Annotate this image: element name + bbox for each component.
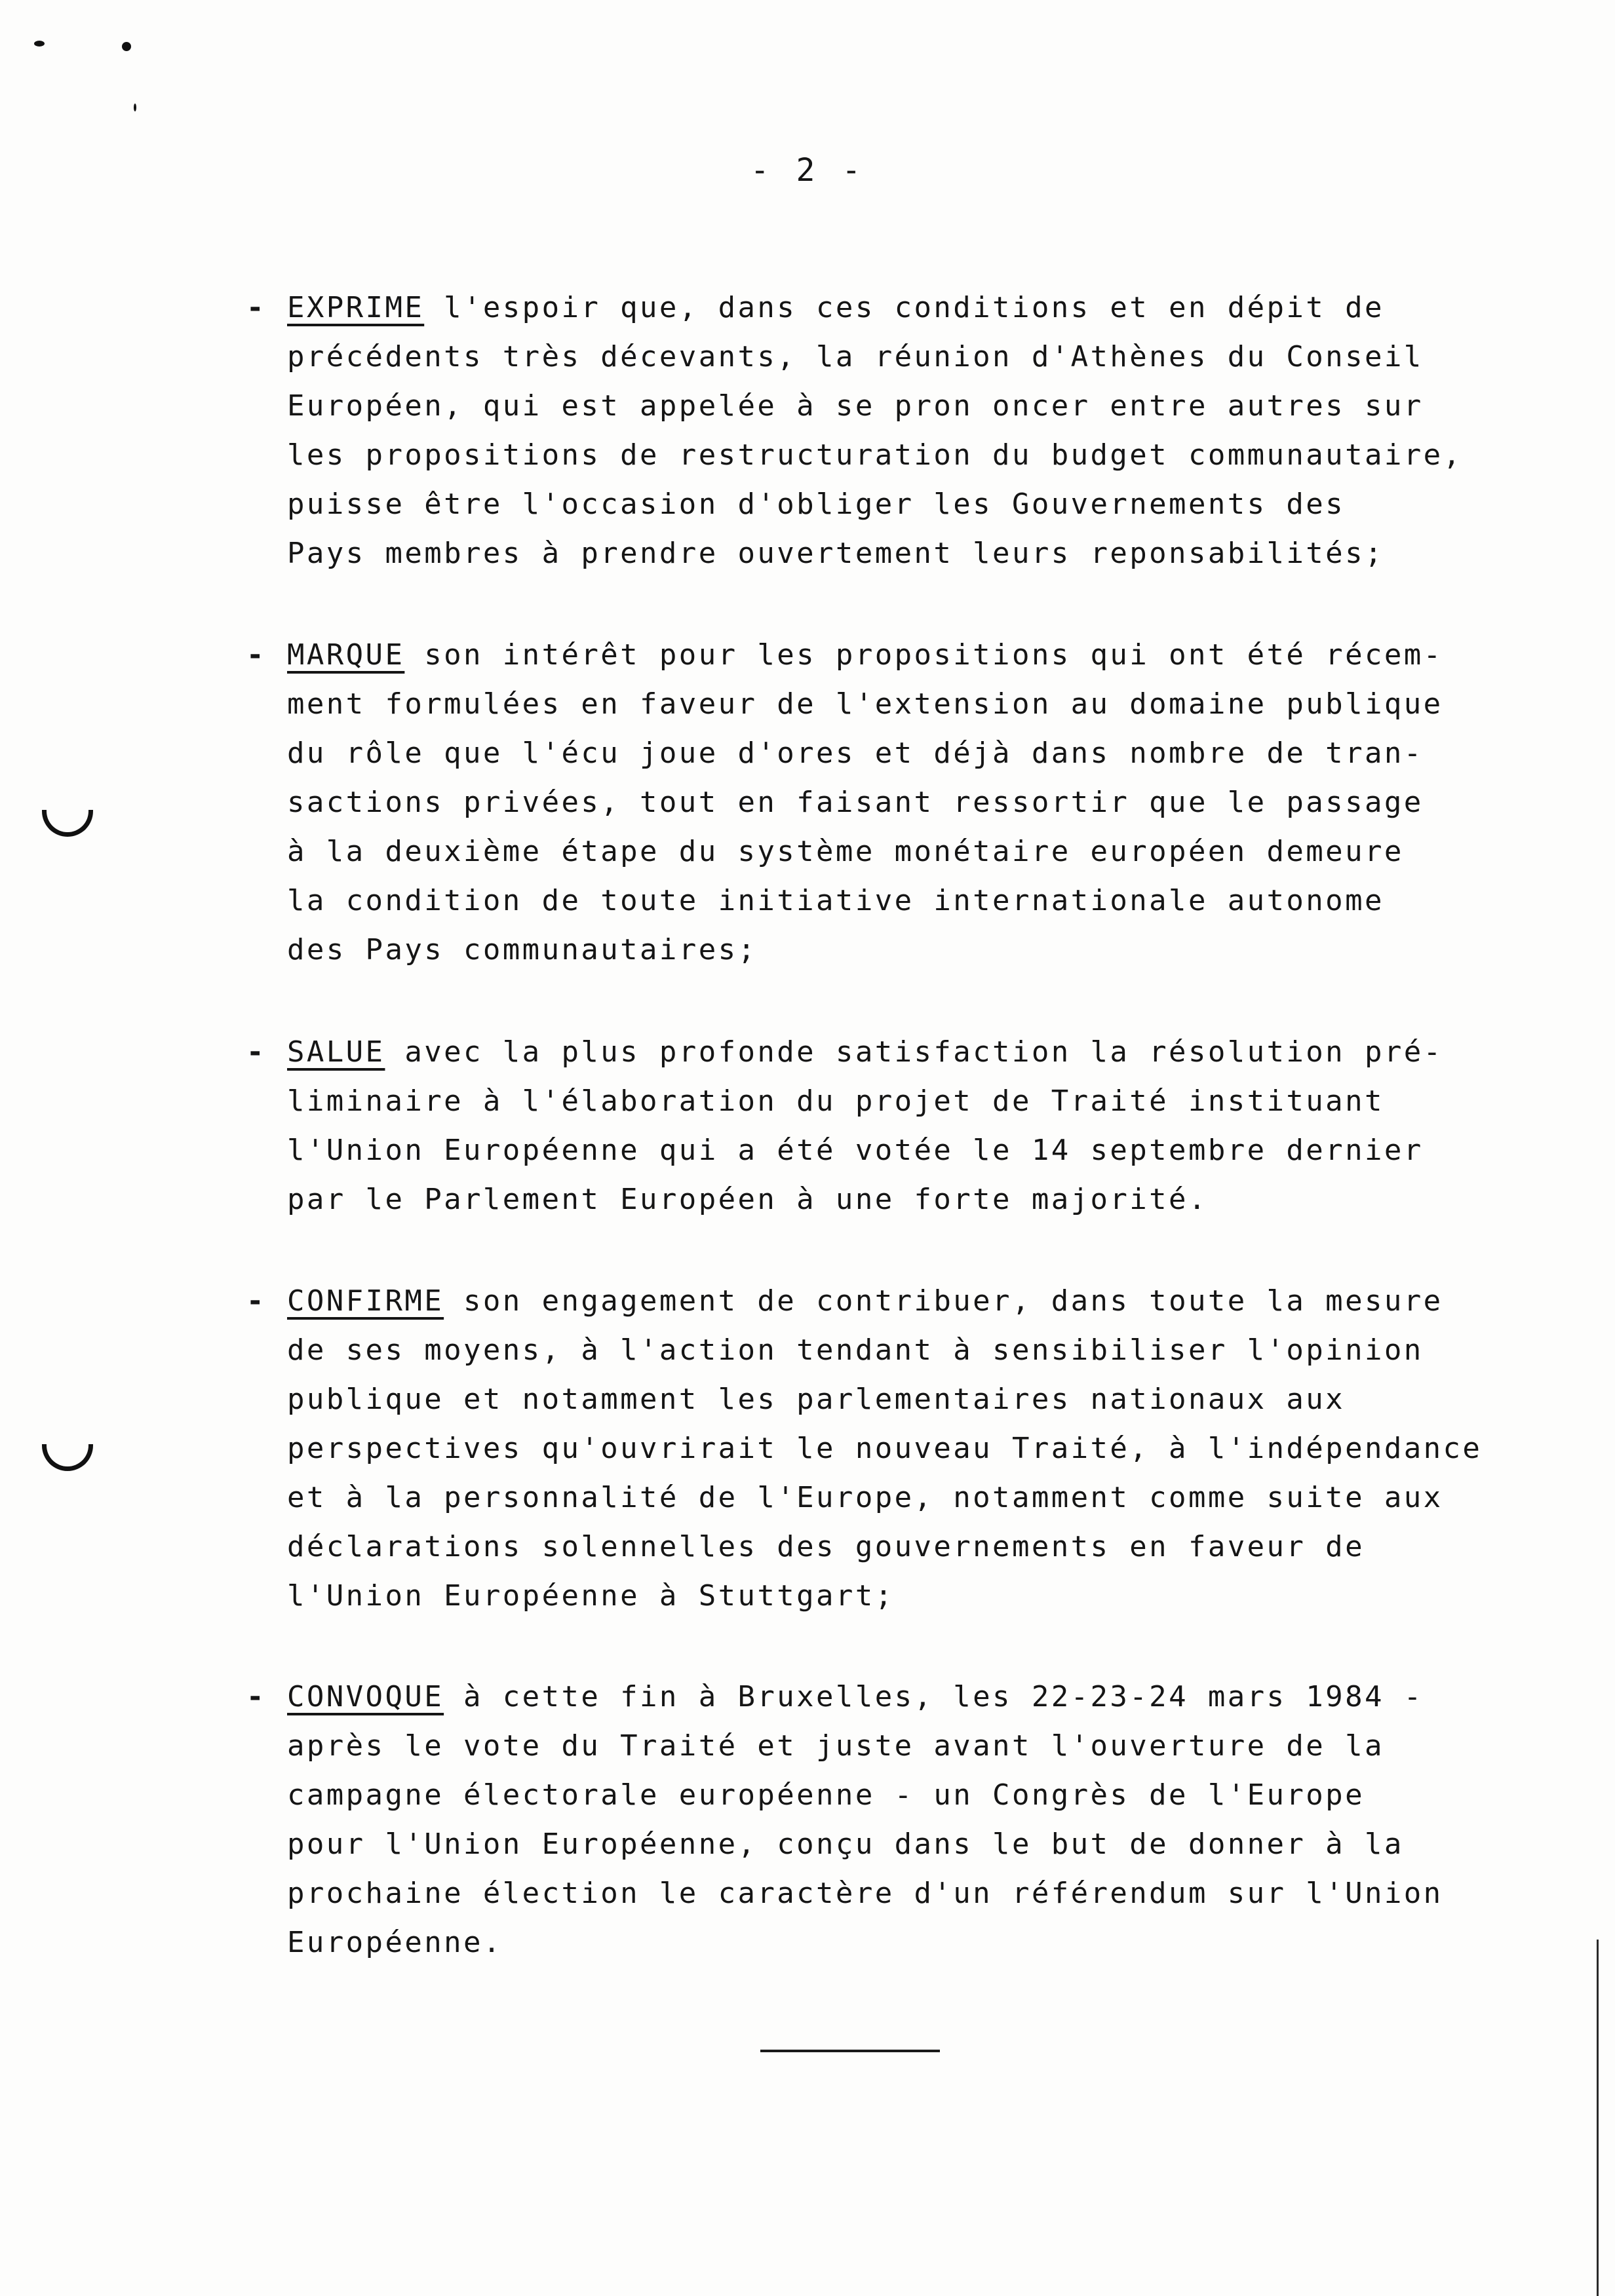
paragraph-line: CONVOQUE à cette fin à Bruxelles, les 22-23-24 mars 1984 - — [287, 1680, 1424, 1713]
paragraph-line: les propositions de restructuration du budget communautaire, — [287, 438, 1463, 472]
paragraph-line: CONFIRME son engagement de contribuer, dans toute la mesure — [287, 1284, 1443, 1318]
punch-hole-mark — [42, 1444, 93, 1471]
punch-hole-mark — [42, 810, 93, 837]
bullet-dash: - — [246, 291, 264, 324]
paragraph-line: liminaire à l'élaboration du projet de Traité instituant — [287, 1084, 1384, 1118]
keyword-salue: SALUE — [287, 1035, 385, 1069]
paragraph-line: SALUE avec la plus profonde satisfaction la résolution pré- — [287, 1035, 1443, 1069]
closing-rule — [760, 2050, 940, 2052]
scan-speck — [122, 42, 131, 51]
paragraph-line: déclarations solennelles des gouvernements en faveur de — [287, 1530, 1365, 1563]
paragraph-line: sactions privées, tout en faisant ressortir que le passage — [287, 786, 1424, 819]
paragraph-line: publique et notamment les parlementaires nationaux aux — [287, 1383, 1346, 1416]
paragraph-line: perspectives qu'ouvrirait le nouveau Traité, à l'indépendance — [287, 1432, 1483, 1465]
paragraph-line: prochaine élection le caractère d'un référendum sur l'Union — [287, 1877, 1443, 1910]
paragraph-line: ment formulées en faveur de l'extension au domaine publique — [287, 687, 1443, 721]
paragraph-line: pour l'Union Européenne, conçu dans le but de donner à la — [287, 1827, 1404, 1861]
paragraph-line: après le vote du Traité et juste avant l'ouverture de la — [287, 1729, 1384, 1763]
paragraph-line: Européen, qui est appelée à se pron oncer entre autres sur — [287, 389, 1424, 423]
keyword-confirme: CONFIRME — [287, 1284, 444, 1318]
paragraph-line: du rôle que l'écu joue d'ores et déjà dans nombre de tran- — [287, 737, 1424, 770]
bullet-dash: - — [246, 1284, 264, 1318]
paragraph-line: puisse être l'occasion d'obliger les Gouvernements des — [287, 488, 1346, 521]
paragraph-line: l'Union Européenne qui a été votée le 14 septembre dernier — [287, 1134, 1424, 1167]
paragraph-line: la condition de toute initiative internationale autonome — [287, 884, 1384, 917]
keyword-convoque: CONVOQUE — [287, 1680, 444, 1713]
paragraph-line: l'Union Européenne à Stuttgart; — [287, 1579, 895, 1613]
paragraph-line: par le Parlement Européen à une forte majorité. — [287, 1183, 1208, 1216]
bullet-dash: - — [246, 638, 264, 672]
scan-speck — [134, 104, 136, 111]
keyword-exprime: EXPRIME — [287, 291, 425, 324]
bullet-dash: - — [246, 1035, 264, 1069]
scan-speck — [34, 41, 45, 47]
page-number: - 2 - — [750, 152, 865, 189]
paragraph-line: précédents très décevants, la réunion d'Athènes du Conseil — [287, 340, 1424, 373]
keyword-marque: MARQUE — [287, 638, 405, 672]
paragraph-line: de ses moyens, à l'action tendant à sensibiliser l'opinion — [287, 1333, 1424, 1367]
paragraph-line: EXPRIME l'espoir que, dans ces conditions et en dépit de — [287, 291, 1384, 324]
paragraph-line: et à la personnalité de l'Europe, notamment comme suite aux — [287, 1481, 1443, 1514]
page-edge-line — [1597, 1940, 1599, 2296]
paragraph-line: campagne électorale européenne - un Congrès de l'Europe — [287, 1778, 1365, 1812]
paragraph-line: Européenne. — [287, 1926, 503, 1959]
paragraph-line: Pays membres à prendre ouvertement leurs reponsabilités; — [287, 537, 1384, 570]
paragraph-line: MARQUE son intérêt pour les propositions qui ont été récem- — [287, 638, 1443, 672]
paragraph-line: à la deuxième étape du système monétaire européen demeure — [287, 835, 1404, 868]
bullet-dash: - — [246, 1680, 264, 1713]
paragraph-line: des Pays communautaires; — [287, 933, 758, 966]
